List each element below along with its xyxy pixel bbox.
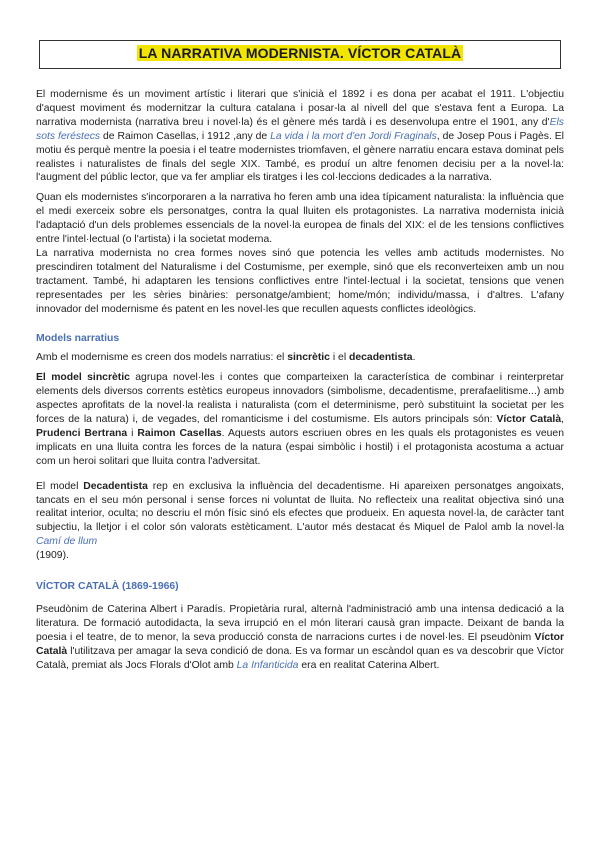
models-intro: Amb el modernisme es creen dos models narratius: el sincrètic i el decadentista. — [36, 352, 416, 364]
section-heading-models: Models narratius — [36, 332, 120, 344]
work-link-els-sots-ferestecs: Els sots feréstecs — [36, 116, 564, 142]
document-page — [36, 40, 564, 673]
intro-paragraph-3: La narrativa modernista no crea formes noves sinó que potencia les velles amb actituds modernistes. No prescindiren totalment del Naturalisme i del Costumisme, per exemple, sinó que els reconverteixen amb un nou tractament. També, hi adaptaren les tensions conflictives entre l'intel·lectual i la societat, tensions que venen representades per les sèries binàries: personatge/ambient; home/món; individu/massa, i d'altres. L'afany innovador del modernisme és patent en les novel·les que recullen aquests conflictes ideològics. — [36, 247, 564, 315]
section-heading-victor-catala: VÍCTOR CATALÀ (1869-1966) — [36, 581, 179, 593]
model-sincretic-paragraph: El model sincrètic agrupa novel·les i contes que comparteixen la característica de combinar i reinterpretar elements dels diversos corrents estètics europeus innovadors (simbolisme, decadentisme, prerafaelitisme...) amb aspectes aprofitats de la novel·la realista i naturalista (com el determinisme, però substituint la societat per les forces de la natura) i, de vegades, del romanticisme i del costumisme. Els autors principals són: Víctor Català, Prudenci Bertrana i Raimon Casellas. Aquests autors escriuen obres en les quals els protagonistes es veuen implicats en una lluita contra les forces de la natura (espai simbòlic i hostil) i el protagonista acostuma a actuar com un heroi solitari que lluita contra l'adversitat. — [36, 372, 564, 467]
work-link-la-infanticida: La Infanticida — [236, 659, 299, 671]
page-title: LA NARRATIVA MODERNISTA. VÍCTOR CATALÀ — [138, 45, 462, 61]
author-paragraph: Pseudònim de Caterina Albert i Paradís. Propietària rural, alternà l'administració amb una intensa dedicació a la literatura. De formació autodidacta, la seva irrupció en el món literari causà gran impacte. Deixant de banda la poesia i el teatre, de to menor, la seva producció consta de narracions curtes i de novel·les. El pseudònim Víctor Català l'utilitzava per amagar la seva condició de dona. Es va formar un escàndol quan es va descobrir que Víctor Català, premiat als Jocs Florals d'Olot amb La Infanticida era en realitat Caterina Albert. — [36, 604, 564, 671]
model-decadentista-paragraph: El model Decadentista rep en exclusiva la influència del decadentisme. Hi apareixen personatges angoixats, tancats en el seu món personal i sense forces ni voluntat de lluita. No reflecteix una realitat objectiva sinó una realitat interior, oculta; no descriu el món físic sinó els efectes que produeix. En aquesta novel·la, de caràcter tant subjectiu, la lletjor i el color són valorats estèticament. L'autor més destacat és Miquel de Palol amb la novel·la Camí de llum (1909). — [36, 480, 564, 562]
work-link-cami-de-llum: Camí de llum — [36, 536, 98, 548]
work-link-la-vida-i-la-mort: La vida i la mort d'en Jordi Fraginals — [270, 130, 437, 142]
intro-paragraph-2: Quan els modernistes s'incorporaren a la narrativa ho feren amb una idea típicament naturalista: la influència que el medi exerceix sobre els personatges, contra la qual lluiten els protagonistes. La narrativa modernista inicià l'adaptació d'un dels problemes essencials de la novel·la europea de finals del XIX: el de les tensions conflictives entre l'intel·lectual (o l'artista) i la societat moderna. — [36, 192, 564, 246]
intro-paragraph-1: El modernisme és un moviment artístic i literari que s'inicià el 1892 i es dona per acabat el 1911. L'objectiu d'aquest moviment és modernitzar la cultura catalana i posar-la al nivell del que s'estava fent a Europa. La narrativa modernista (narrativa breu i novel·la) és el gènere més tardà i es desenvolupa entre el 1901, any d'Els sots feréstecs de Raimon Casellas, i 1912 ,any de La vida i la mort d'en Jordi Fraginals, de Josep Pous i Pagès. El motiu és perquè mentre la poesia i el teatre modernistes triomfaven, el gènere narratiu encara estava dominat pels realistes i naturalistes de finals del segle XIX. També, es produí un altre fenomen decisiu per a la novel·la: l'augment del públic lector, que va fer ampliar els tiratges i les col·leccions dedicades a la narrativa. — [36, 89, 564, 184]
title-box — [39, 40, 561, 69]
